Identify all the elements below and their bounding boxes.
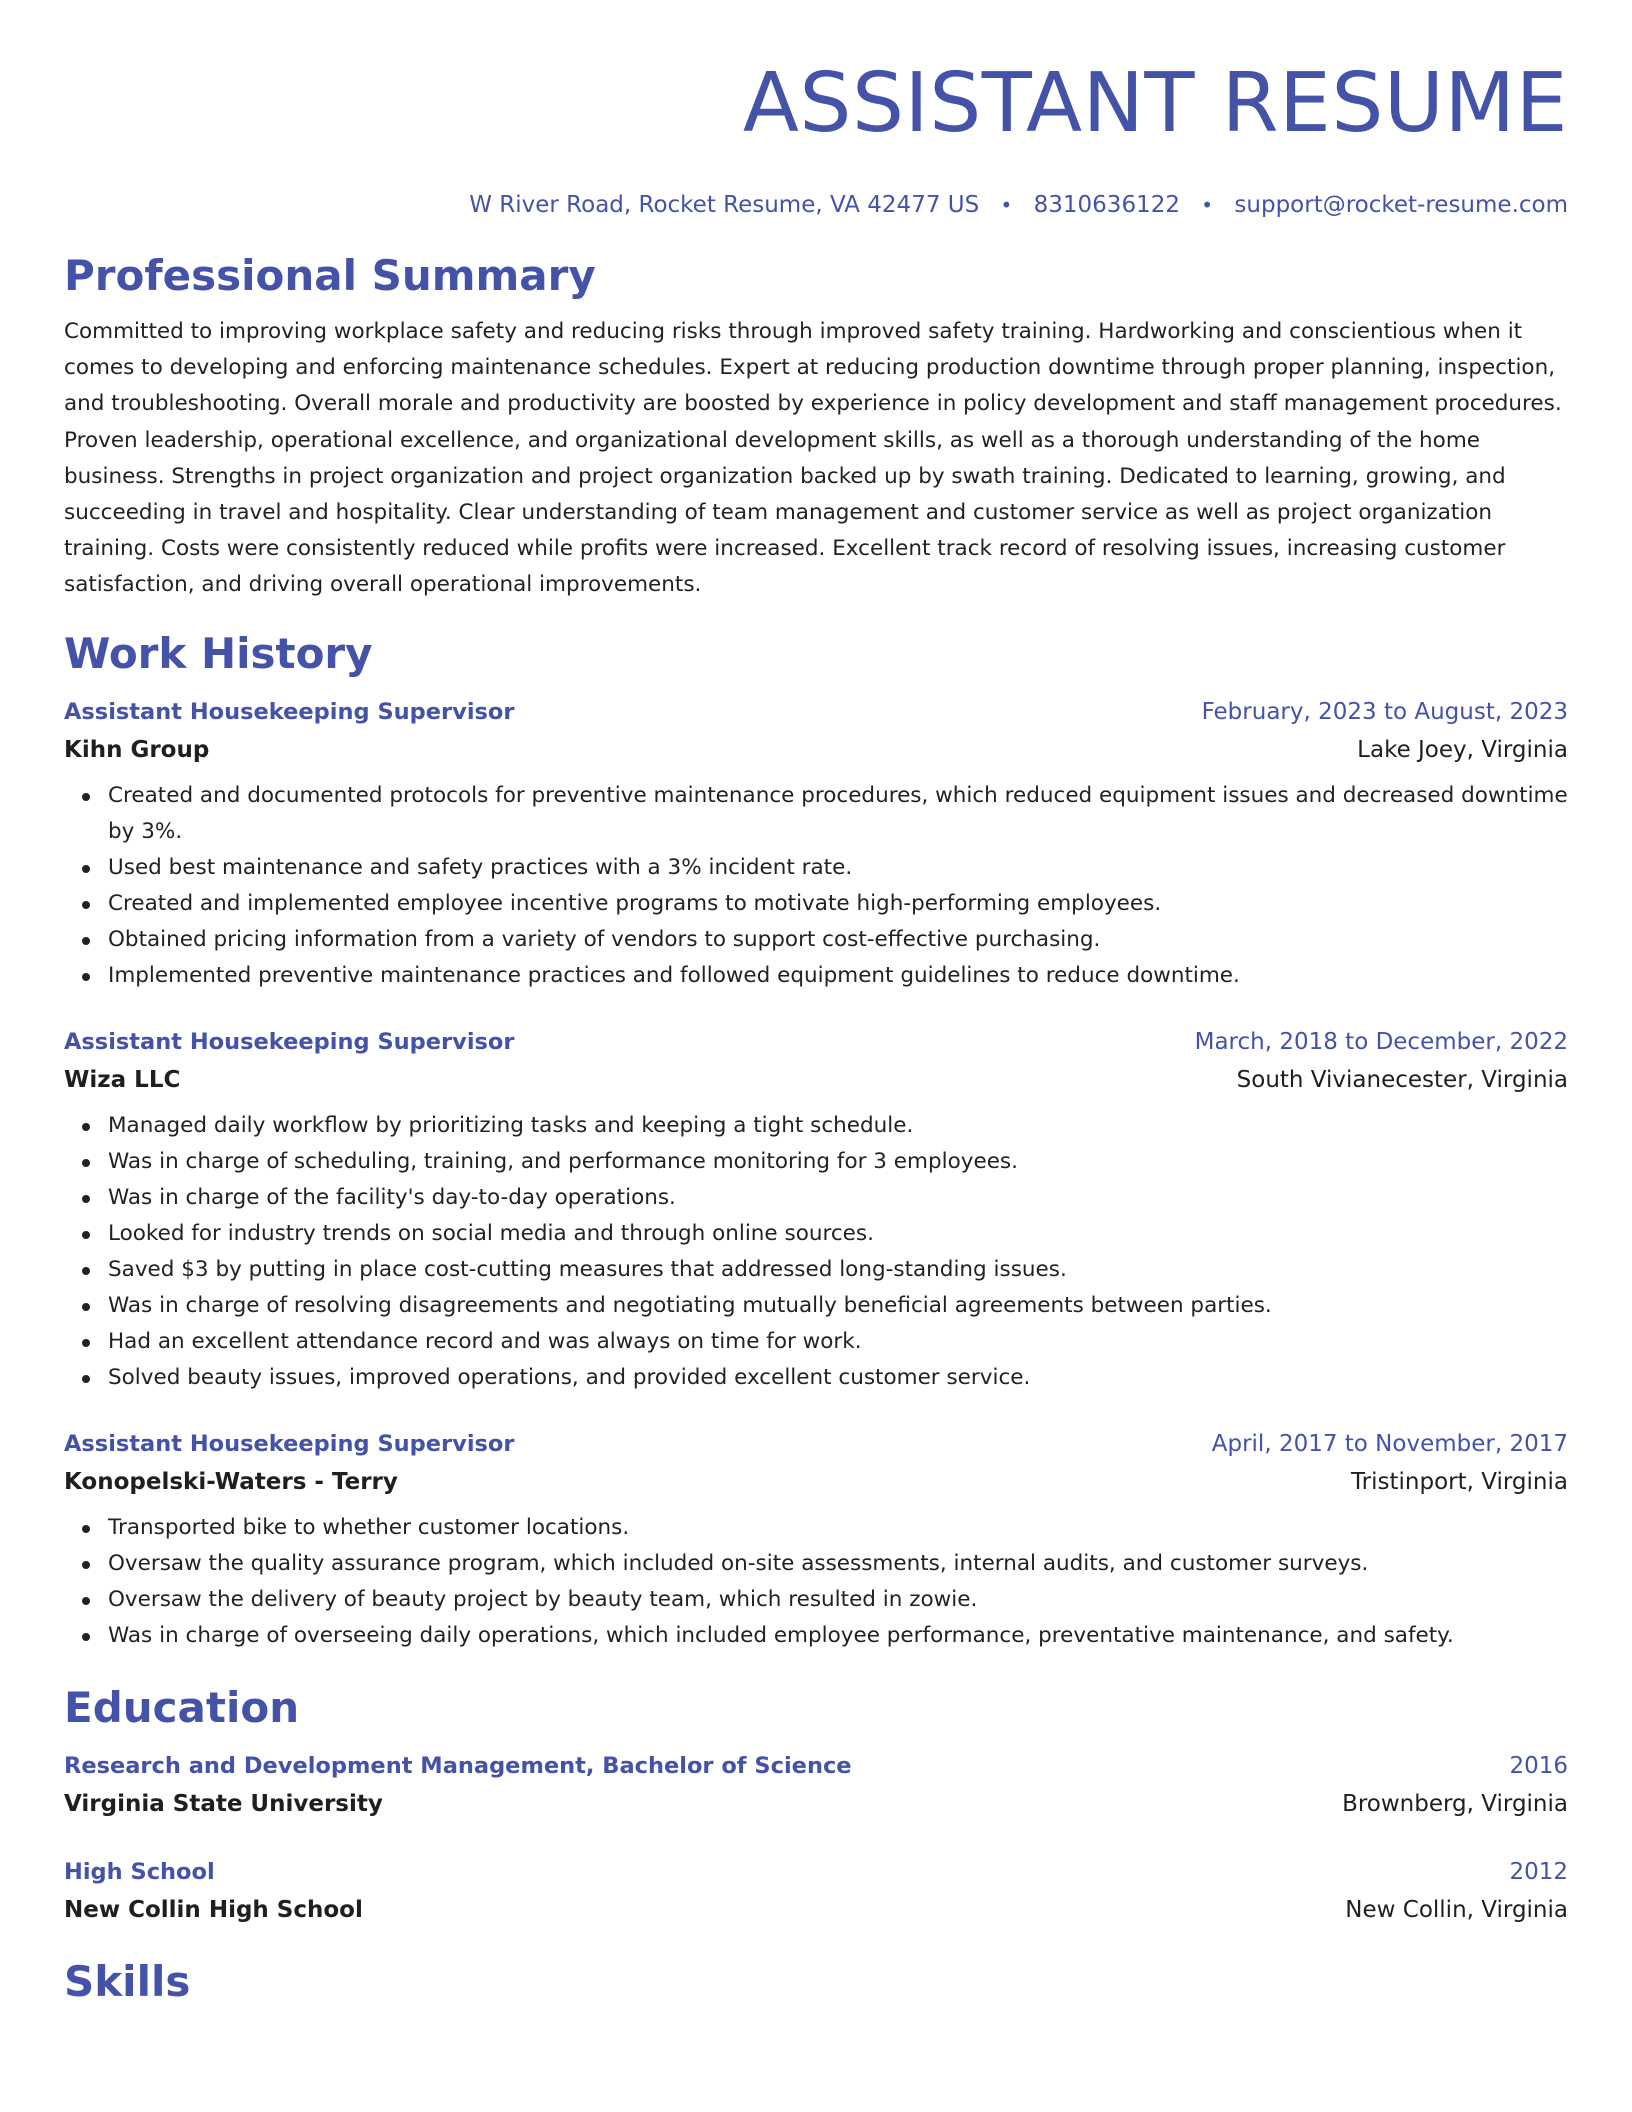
work-history-heading: Work History (64, 628, 373, 678)
skills-heading: Skills (64, 1956, 191, 2006)
education-degree: Research and Development Management, Bachelor of Science (64, 1752, 852, 1779)
job-dates: April, 2017 to November, 2017 (1211, 1430, 1568, 1457)
contact-address: W River Road, Rocket Resume, VA 42477 US (469, 192, 980, 218)
resume-page (64, 0, 1568, 2008)
education-heading: Education (64, 1682, 300, 1732)
bullet-item: Created and documented protocols for preventive maintenance procedures, which reduced equipment issues and decreased downtime by 3%. (108, 778, 1568, 850)
bullet-item: Was in charge of overseeing daily operations, which included employee performance, preventative maintenance, and safety. (108, 1618, 1568, 1654)
job-company: Konopelski-Waters - Terry (64, 1468, 398, 1495)
bullet-item: Looked for industry trends on social media and through online sources. (108, 1216, 1568, 1252)
job-location: Lake Joey, Virginia (1357, 736, 1568, 763)
contact-phone: 8310636122 (1033, 192, 1180, 218)
job-role: Assistant Housekeeping Supervisor (64, 1028, 515, 1055)
bullet-item: Created and implemented employee incentive programs to motivate high-performing employees. (108, 886, 1568, 922)
bullet-item: Implemented preventive maintenance practices and followed equipment guidelines to reduce downtime. (108, 958, 1568, 994)
summary-heading: Professional Summary (64, 251, 596, 300)
contact-line (64, 190, 1568, 220)
education-entry (64, 1748, 1568, 1824)
contact-separator: • (1201, 193, 1214, 217)
bullet-item: Oversaw the quality assurance program, which included on-site assessments, internal audits, and customer surveys. (108, 1546, 1568, 1582)
education-year: 2012 (1509, 1858, 1568, 1885)
bullet-item: Was in charge of the facility's day-to-day operations. (108, 1180, 1568, 1216)
job-company: Wiza LLC (64, 1066, 181, 1093)
job-bullets (64, 1108, 1568, 1396)
bullet-item: Obtained pricing information from a variety of vendors to support cost-effective purchasing. (108, 922, 1568, 958)
education-entry (64, 1854, 1568, 1930)
job-entry (64, 694, 1568, 994)
bullet-item: Used best maintenance and safety practices with a 3% incident rate. (108, 850, 1568, 886)
bullet-item: Managed daily workflow by prioritizing tasks and keeping a tight schedule. (108, 1108, 1568, 1144)
education-school: Virginia State University (64, 1790, 383, 1817)
job-role: Assistant Housekeeping Supervisor (64, 1430, 515, 1457)
bullet-item: Oversaw the delivery of beauty project by beauty team, which resulted in zowie. (108, 1582, 1568, 1618)
education-year: 2016 (1509, 1752, 1568, 1779)
contact-email: support@rocket-resume.com (1234, 192, 1568, 218)
bullet-item: Had an excellent attendance record and was always on time for work. (108, 1324, 1568, 1360)
job-bullets (64, 1510, 1568, 1654)
bullet-item: Saved $3 by putting in place cost-cutting measures that addressed long-standing issues. (108, 1252, 1568, 1288)
job-company: Kihn Group (64, 736, 210, 763)
bullet-item: Solved beauty issues, improved operations, and provided excellent customer service. (108, 1360, 1568, 1396)
bullet-item: Was in charge of scheduling, training, and performance monitoring for 3 employees. (108, 1144, 1568, 1180)
job-location: Tristinport, Virginia (1351, 1468, 1568, 1495)
education-degree: High School (64, 1858, 215, 1885)
job-entry (64, 1024, 1568, 1396)
job-dates: March, 2018 to December, 2022 (1194, 1028, 1568, 1055)
bullet-item: Transported bike to whether customer locations. (108, 1510, 1568, 1546)
resume-title: ASSISTANT RESUME (742, 56, 1568, 151)
education-location: New Collin, Virginia (1345, 1896, 1568, 1923)
job-location: South Vivianecester, Virginia (1236, 1066, 1568, 1093)
job-role: Assistant Housekeeping Supervisor (64, 698, 515, 725)
summary-text: Committed to improving workplace safety and reducing risks through improved safety training. Hardworking and conscientious when it comes to developing and enforcing maintenance schedules. Expert at reducing production downtime through proper planning, inspection, and troubleshooting. Overall morale and productivity are boosted by experience in policy development and staff management procedures. Proven leadership, operational excellence, and organizational development skills, as well as a thorough understanding of the home business. Strengths in project organization and project organization backed up by swath training. Dedicated to learning, growing, and succeeding in travel and hospitality. Clear understanding of team management and customer service as well as project organization training. Costs were consistently reduced while profits were increased. Excellent track record of resolving issues, increasing customer satisfaction, and driving overall operational improvements. (64, 319, 1562, 598)
education-school: New Collin High School (64, 1896, 363, 1923)
job-dates: February, 2023 to August, 2023 (1201, 698, 1568, 725)
bullet-item: Was in charge of resolving disagreements and negotiating mutually beneficial agreements between parties. (108, 1288, 1568, 1324)
job-entry (64, 1426, 1568, 1654)
job-bullets (64, 778, 1568, 994)
contact-separator: • (1000, 193, 1013, 217)
education-location: Brownberg, Virginia (1342, 1790, 1568, 1817)
